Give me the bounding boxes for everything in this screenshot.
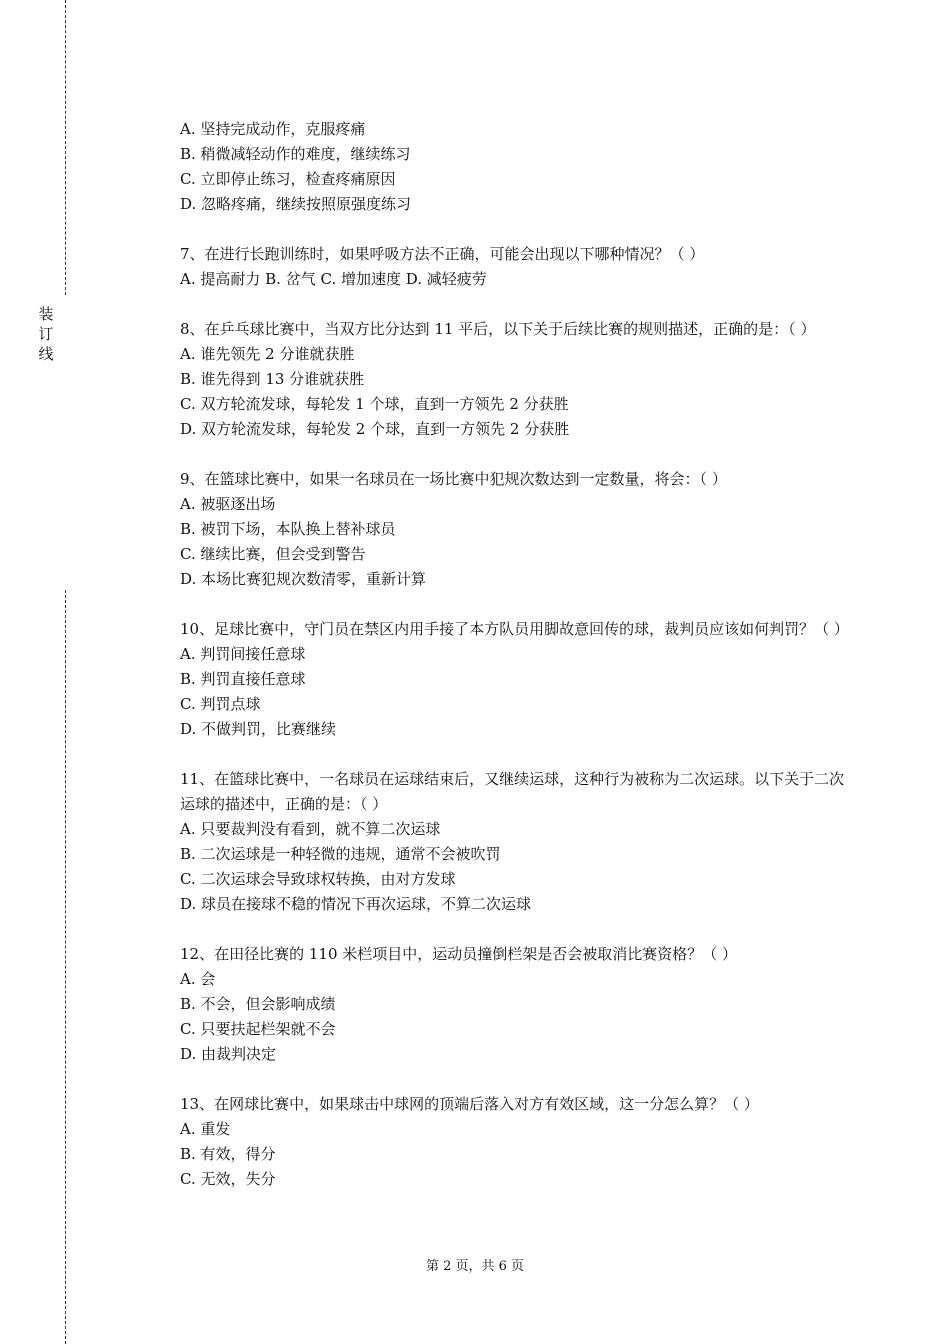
option: B. 有效，得分 bbox=[180, 1145, 276, 1163]
option: A. 判罚间接任意球 bbox=[180, 645, 306, 663]
option: D. 不做判罚，比赛继续 bbox=[180, 720, 337, 738]
question-stem: 8、在乒乓球比赛中，当双方比分达到 11 平后，以下关于后续比赛的规则描述，正确的是：（ ） bbox=[180, 320, 816, 338]
option: C. 判罚点球 bbox=[180, 695, 261, 713]
option: B. 判罚直接任意球 bbox=[180, 670, 306, 688]
question-stem: 13、在网球比赛中，如果球击中球网的顶端后落入对方有效区域，这一分怎么算？（ ） bbox=[180, 1095, 759, 1113]
inline-options: A. 提高耐力 B. 岔气 C. 增加速度 D. 减轻疲劳 bbox=[180, 270, 487, 288]
option: C. 二次运球会导致球权转换，由对方发球 bbox=[180, 870, 456, 888]
option: A. 谁先领先 2 分谁就获胜 bbox=[180, 345, 355, 363]
option: B. 稍微减轻动作的难度，继续练习 bbox=[180, 145, 411, 163]
option: D. 球员在接球不稳的情况下再次运球，不算二次运球 bbox=[180, 895, 532, 913]
question-13 bbox=[180, 1092, 845, 1192]
option: B. 被罚下场，本队换上替补球员 bbox=[180, 520, 396, 538]
option: C. 双方轮流发球，每轮发 1 个球，直到一方领先 2 分获胜 bbox=[180, 395, 569, 413]
question-list bbox=[180, 117, 849, 1217]
question-7 bbox=[180, 242, 845, 292]
binding-line-top bbox=[65, 0, 66, 295]
option: B. 谁先得到 13 分谁就获胜 bbox=[180, 370, 365, 388]
binding-label-char: 装 bbox=[38, 305, 54, 323]
question-stem: 12、在田径比赛的 110 米栏项目中，运动员撞倒栏架是否会被取消比赛资格？（ ） bbox=[180, 945, 738, 963]
question-10 bbox=[180, 617, 849, 742]
question-12 bbox=[180, 942, 845, 1067]
question-8 bbox=[180, 317, 845, 442]
option: D. 忽略疼痛，继续按照原强度练习 bbox=[180, 195, 412, 213]
option: A. 会 bbox=[180, 970, 216, 988]
question-6-continuation bbox=[180, 117, 845, 217]
question-stem: 7、在进行长跑训练时，如果呼吸方法不正确，可能会出现以下哪种情况？（ ） bbox=[180, 245, 705, 263]
option: A. 只要裁判没有看到，就不算二次运球 bbox=[180, 820, 441, 838]
binding-label-char: 订 bbox=[38, 325, 54, 343]
question-stem: 11、在篮球比赛中，一名球员在运球结束后，又继续运球，这种行为被称为二次运球。以下关于二次运球的描述中，正确的是：（ ） bbox=[180, 770, 845, 813]
binding-line-bottom bbox=[65, 590, 66, 1344]
question-stem: 10、足球比赛中，守门员在禁区内用手接了本方队员用脚故意回传的球，裁判员应该如何判罚？（ ） bbox=[180, 620, 849, 638]
option: C. 立即停止练习，检查疼痛原因 bbox=[180, 170, 396, 188]
question-stem: 9、在篮球比赛中，如果一名球员在一场比赛中犯规次数达到一定数量，将会：（ ） bbox=[180, 470, 727, 488]
question-11 bbox=[180, 767, 845, 917]
option: D. 由裁判决定 bbox=[180, 1045, 277, 1063]
option: B. 二次运球是一种轻微的违规，通常不会被吹罚 bbox=[180, 845, 501, 863]
binding-label bbox=[37, 304, 55, 364]
option: D. 双方轮流发球，每轮发 2 个球，直到一方领先 2 分获胜 bbox=[180, 420, 570, 438]
option: D. 本场比赛犯规次数清零，重新计算 bbox=[180, 570, 427, 588]
binding-label-char: 线 bbox=[38, 345, 54, 363]
option: C. 继续比赛，但会受到警告 bbox=[180, 545, 366, 563]
question-9 bbox=[180, 467, 845, 592]
option: B. 不会，但会影响成绩 bbox=[180, 995, 336, 1013]
option: A. 重发 bbox=[180, 1120, 231, 1138]
option: C. 无效，失分 bbox=[180, 1170, 276, 1188]
option: A. 被驱逐出场 bbox=[180, 495, 276, 513]
page-footer: 第 2 页，共 6 页 bbox=[425, 1259, 525, 1274]
option: C. 只要扶起栏架就不会 bbox=[180, 1020, 336, 1038]
option: A. 坚持完成动作，克服疼痛 bbox=[180, 120, 366, 138]
